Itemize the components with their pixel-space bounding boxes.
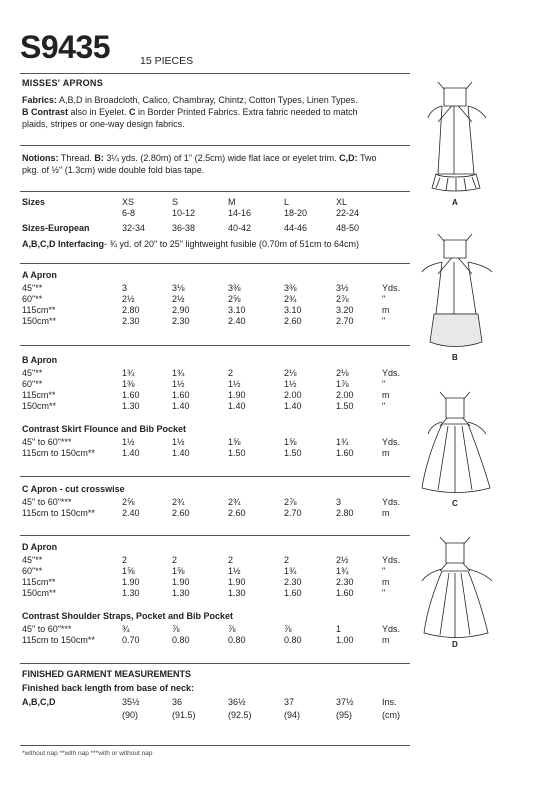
- row-label: 45" to 60"***: [22, 497, 72, 507]
- value-cell: 1¾: [336, 566, 349, 576]
- unit-cell: ": [382, 588, 386, 598]
- divider: [20, 745, 410, 746]
- value-cell: 1.60: [336, 448, 354, 458]
- value-cell: 1⅝: [228, 437, 241, 447]
- value-cell: 2.80: [336, 508, 354, 518]
- value-cell: 0.80: [284, 635, 302, 645]
- value-cell: 2¾: [228, 497, 241, 507]
- row-label: 45"**: [22, 555, 43, 565]
- value-cell: 2.40: [122, 508, 140, 518]
- figure-label-c: C: [452, 499, 458, 508]
- value-cell: 1.40: [228, 401, 246, 411]
- figure-label-a: A: [452, 198, 458, 207]
- value-cell: 1½: [172, 437, 185, 447]
- unit-cell: ": [382, 566, 386, 576]
- value-cell: 1.60: [284, 588, 302, 598]
- value-cell: 1½: [122, 437, 135, 447]
- sizes-european-row: Sizes-European 32-34 36-38 40-42 44-46 48-50: [22, 223, 360, 233]
- value-cell: 2.30: [172, 316, 190, 326]
- row-label: 60"**: [22, 566, 43, 576]
- value-cell: 1¾: [122, 368, 135, 378]
- divider: [20, 663, 410, 664]
- value-cell: ⅞: [284, 624, 292, 634]
- value-cell: 1.40: [172, 401, 190, 411]
- unit-cell: Yds.: [382, 368, 401, 378]
- value-cell: 2⅛: [284, 368, 297, 378]
- value-cell: 3.10: [228, 305, 246, 315]
- row-label: 150cm**: [22, 316, 57, 326]
- value-cell: 1½: [228, 379, 241, 389]
- value-cell: ¾: [122, 624, 130, 634]
- table-row: [0, 577, 537, 588]
- value-cell: 2⅛: [336, 368, 349, 378]
- value-cell: 3.10: [284, 305, 302, 315]
- value-cell: 2.00: [336, 390, 354, 400]
- row-label: 115cm**: [22, 577, 56, 587]
- value-cell: 2.30: [336, 577, 354, 587]
- unit-cell: m: [382, 577, 390, 587]
- table-row: [0, 368, 537, 379]
- table-row: [0, 448, 537, 459]
- row-label: 45" to 60"***: [22, 437, 72, 447]
- row-label: 115cm**: [22, 305, 56, 315]
- row-label: 150cm**: [22, 588, 57, 598]
- value-cell: 2: [172, 555, 178, 565]
- value-cell: 1: [336, 624, 342, 634]
- value-cell: 3⅜: [284, 283, 297, 293]
- divider: [20, 345, 410, 346]
- row-label: 115cm to 150cm**: [22, 635, 95, 645]
- table-row: [0, 401, 537, 412]
- value-cell: 2⅝: [228, 294, 241, 304]
- figure-label-b: B: [452, 353, 458, 362]
- value-cell: 3⅛: [172, 283, 185, 293]
- value-cell: 1.50: [336, 401, 354, 411]
- section-title-b-contrast: Contrast Skirt Flounce and Bib Pocket: [22, 424, 187, 434]
- value-cell: 1.90: [228, 577, 246, 587]
- fabrics-line-2: B Contrast also in Eyelet. C in Border Printed Fabrics. Extra fabric needed to match: [22, 107, 358, 117]
- value-cell: 2: [228, 368, 234, 378]
- row-label: 115cm to 150cm**: [22, 448, 95, 458]
- value-cell: 2.30: [122, 316, 140, 326]
- finished-subtitle: Finished back length from base of neck:: [22, 683, 195, 693]
- table-row: [0, 379, 537, 390]
- value-cell: 1.30: [122, 401, 140, 411]
- row-label: 60"**: [22, 294, 43, 304]
- value-cell: 1¾: [172, 368, 185, 378]
- pieces-count: 15 PIECES: [140, 55, 194, 67]
- divider: [20, 263, 410, 264]
- table-row: [0, 508, 537, 519]
- value-cell: 1⅝: [284, 437, 297, 447]
- value-cell: 1.40: [122, 448, 140, 458]
- table-row: [0, 283, 537, 294]
- table-row: [0, 555, 537, 566]
- table-row: [0, 566, 537, 577]
- unit-cell: m: [382, 448, 390, 458]
- value-cell: 3⅜: [228, 283, 241, 293]
- notions-line-2: pkg. of ½" (1.3cm) wide double fold bias tape.: [22, 165, 205, 175]
- value-cell: 1.40: [172, 448, 190, 458]
- divider: [20, 476, 410, 477]
- unit-cell: m: [382, 508, 390, 518]
- value-cell: 2½: [172, 294, 185, 304]
- value-cell: 1.90: [122, 577, 140, 587]
- sizes-numbers-row: 6-8 10-12 14-16 18-20 22-24: [122, 208, 360, 218]
- value-cell: ⅞: [228, 624, 236, 634]
- value-cell: 1½: [172, 379, 185, 389]
- value-cell: 0.70: [122, 635, 140, 645]
- divider: [20, 73, 410, 74]
- page-title: MISSES' APRONS: [22, 78, 104, 88]
- finished-title: FINISHED GARMENT MEASUREMENTS: [22, 669, 192, 679]
- value-cell: 2½: [122, 294, 135, 304]
- value-cell: 1¾: [336, 437, 349, 447]
- table-row: [0, 635, 537, 646]
- value-cell: 2.40: [228, 316, 246, 326]
- value-cell: ⅞: [172, 624, 180, 634]
- row-label: 45" to 60"***: [22, 624, 72, 634]
- value-cell: 2: [122, 555, 128, 565]
- value-cell: 1⅝: [172, 566, 185, 576]
- row-label: 150cm**: [22, 401, 57, 411]
- section-title-c: C Apron - cut crosswise: [22, 484, 125, 494]
- row-label: 60"**: [22, 379, 43, 389]
- value-cell: 1.30: [122, 588, 140, 598]
- value-cell: 1.30: [172, 588, 190, 598]
- unit-cell: Yds.: [382, 555, 401, 565]
- section-title-a: A Apron: [22, 270, 57, 280]
- value-cell: 1⅝: [122, 566, 135, 576]
- row-label: 115cm to 150cm**: [22, 508, 95, 518]
- table-row: [0, 390, 537, 401]
- value-cell: 1¾: [284, 566, 297, 576]
- value-cell: 2.60: [172, 508, 190, 518]
- table-row: [0, 497, 537, 508]
- value-cell: 1.60: [336, 588, 354, 598]
- value-cell: 3.20: [336, 305, 354, 315]
- table-row: [0, 437, 537, 448]
- fabrics-line-3: plaids, stripes or one-way design fabrics.: [22, 119, 185, 129]
- value-cell: 1½: [284, 379, 297, 389]
- unit-cell: Yds.: [382, 497, 401, 507]
- footnote: *without nap **with nap ***with or without nap: [22, 750, 153, 757]
- value-cell: 2.00: [284, 390, 302, 400]
- unit-cell: m: [382, 635, 390, 645]
- unit-cell: ": [382, 379, 386, 389]
- row-label: 45"**: [22, 368, 43, 378]
- value-cell: 1.90: [172, 577, 190, 587]
- value-cell: 2: [284, 555, 290, 565]
- table-row: [0, 316, 537, 327]
- fabrics-line-1: Fabrics: A,B,D in Broadcloth, Calico, Chambray, Chintz, Cotton Types, Linen Types.: [22, 95, 358, 105]
- value-cell: 2.90: [172, 305, 190, 315]
- value-cell: 3: [122, 283, 128, 293]
- value-cell: 1.30: [228, 588, 246, 598]
- value-cell: 2.30: [284, 577, 302, 587]
- sizes-row: Sizes XS S M L XL: [22, 197, 348, 207]
- table-row: [0, 305, 537, 316]
- value-cell: 2.70: [284, 508, 302, 518]
- unit-cell: m: [382, 305, 390, 315]
- interfacing-row: A,B,C,D Interfacing - ¾ yd. of 20" to 25" lightweight fusible (0.70m of 51cm to 64cm): [22, 239, 360, 249]
- unit-cell: m: [382, 390, 390, 400]
- value-cell: 1.50: [284, 448, 302, 458]
- unit-cell: ": [382, 294, 386, 304]
- section-title-d: D Apron: [22, 542, 58, 552]
- value-cell: 0.80: [228, 635, 246, 645]
- value-cell: 1⅞: [336, 379, 349, 389]
- row-label: 45"**: [22, 283, 43, 293]
- section-title-d-contrast: Contrast Shoulder Straps, Pocket and Bib Pocket: [22, 611, 234, 621]
- finished-inches-row: A,B,C,D 35½ 36 36½ 37 37½ Ins.: [22, 697, 397, 707]
- unit-cell: Yds.: [382, 437, 401, 447]
- value-cell: 2⅝: [122, 497, 135, 507]
- value-cell: 2⅞: [336, 294, 349, 304]
- value-cell: 1⅜: [122, 379, 135, 389]
- value-cell: 1.40: [284, 401, 302, 411]
- apron-illustration-a: [420, 80, 500, 200]
- unit-cell: Yds.: [382, 283, 401, 293]
- row-label: 115cm**: [22, 390, 56, 400]
- value-cell: 2½: [336, 555, 349, 565]
- finished-cm-row: (90) (91.5) (92.5) (94) (95) (cm): [122, 710, 400, 720]
- value-cell: 2.70: [336, 316, 354, 326]
- value-cell: 2⅞: [284, 497, 297, 507]
- divider: [20, 191, 410, 192]
- table-row: [0, 588, 537, 599]
- table-row: [0, 624, 537, 635]
- divider: [20, 535, 410, 536]
- unit-cell: ": [382, 316, 386, 326]
- notions-line-1: Notions: Thread. B: 3¼ yds. (2.80m) of 1" (2.5cm) wide flat lace or eyelet trim. C,D: Two: [22, 153, 377, 163]
- pattern-number: S9435: [20, 29, 111, 65]
- value-cell: 3½: [336, 283, 349, 293]
- figure-label-d: D: [452, 640, 458, 649]
- value-cell: 1.50: [228, 448, 246, 458]
- value-cell: 2.60: [228, 508, 246, 518]
- table-row: [0, 294, 537, 305]
- divider: [20, 145, 410, 146]
- unit-cell: Yds.: [382, 624, 401, 634]
- value-cell: 2: [228, 555, 234, 565]
- value-cell: 1.90: [228, 390, 246, 400]
- value-cell: 1½: [228, 566, 241, 576]
- value-cell: 1.60: [122, 390, 140, 400]
- value-cell: 3: [336, 497, 342, 507]
- value-cell: 0.80: [172, 635, 190, 645]
- value-cell: 2.80: [122, 305, 140, 315]
- value-cell: 2.60: [284, 316, 302, 326]
- value-cell: 2¾: [284, 294, 297, 304]
- unit-cell: ": [382, 401, 386, 411]
- value-cell: 1.00: [336, 635, 354, 645]
- value-cell: 2¾: [172, 497, 185, 507]
- section-title-b: B Apron: [22, 355, 58, 365]
- value-cell: 1.60: [172, 390, 190, 400]
